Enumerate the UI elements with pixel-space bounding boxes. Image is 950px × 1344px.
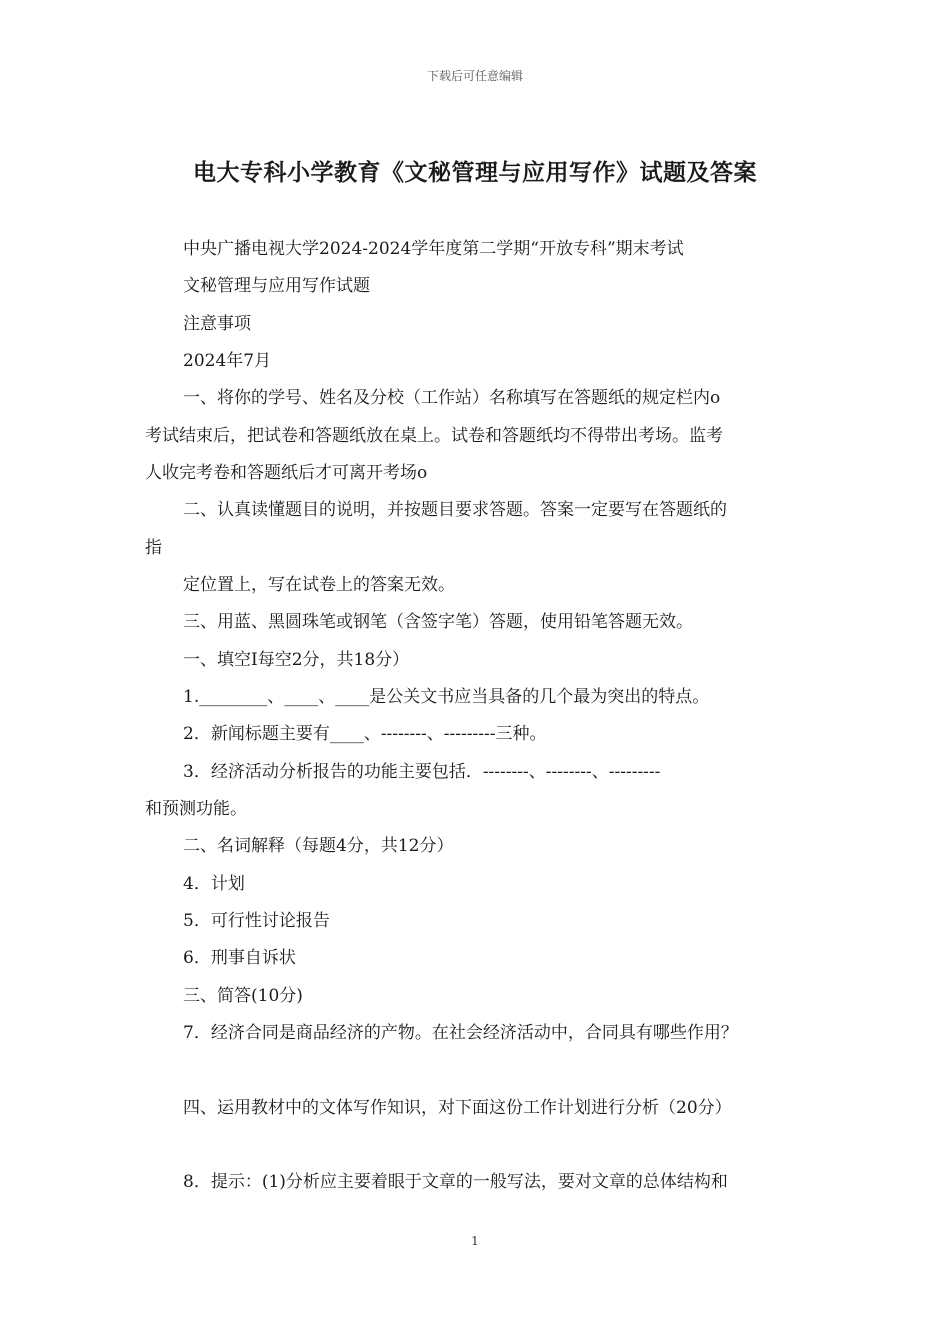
paragraph-line: 定位置上，写在试卷上的答案无效。	[183, 575, 455, 595]
page-header-note: 下载后可任意编辑	[426, 69, 523, 83]
paragraph-line: 注意事项	[183, 314, 251, 334]
document-title: 电大专科小学教育《文秘管理与应用写作》试题及答案	[193, 159, 757, 186]
question-item: 2．新闻标题主要有____、--------、---------三种。	[183, 724, 547, 744]
paragraph-line: 三、用蓝、黑圆珠笔或钢笔（含签字笔）答题，使用铅笔答题无效。	[183, 612, 693, 632]
question-item: 7．经济合同是商品经济的产物。在社会经济活动中，合同具有哪些作用？	[183, 1023, 738, 1043]
question-item: 8．提示：(1)分析应主要着眼于文章的一般写法，要对文章的总体结构和	[183, 1172, 728, 1192]
section-heading: 一、填空I每空2分，共18分）	[183, 650, 410, 670]
paragraph-line: 二、认真读懂题目的说明，并按题目要求答题。答案一定要写在答题纸的	[183, 500, 727, 520]
paragraph-line: 2024年7月	[183, 351, 272, 371]
paragraph-line: 考试结束后，把试卷和答题纸放在桌上。试卷和答题纸均不得带出考场。监考	[145, 426, 723, 446]
section-heading: 三、简答(10分)	[183, 986, 303, 1006]
question-item: 5．可行性讨论报告	[183, 911, 330, 931]
paragraph-line: 人收完考卷和答题纸后才可离开考场o	[145, 463, 428, 483]
section-heading: 四、运用教材中的文体写作知识，对下面这份工作计划进行分析（20分）	[183, 1098, 732, 1118]
paragraph-line: 中央广播电视大学2024-2024学年度第二学期“开放专科”期末考试	[183, 239, 684, 259]
question-item: 1.________、____、____是公关文书应当具备的几个最为突出的特点。	[183, 687, 710, 707]
paragraph-line: 文秘管理与应用写作试题	[183, 276, 370, 296]
question-item: 6．刑事自诉状	[183, 948, 296, 968]
section-heading: 二、名词解释（每题4分，共12分）	[183, 836, 454, 856]
question-item: 4．计划	[183, 874, 245, 894]
paragraph-line: 和预测功能。	[145, 799, 247, 819]
paragraph-line: 一、将你的学号、姓名及分校（工作站）名称填写在答题纸的规定栏内o	[183, 388, 721, 408]
paragraph-line: 指	[145, 538, 162, 558]
question-item: 3．经济活动分析报告的功能主要包括．--------、--------、---------	[183, 762, 661, 782]
page-number: 1	[471, 1234, 479, 1248]
